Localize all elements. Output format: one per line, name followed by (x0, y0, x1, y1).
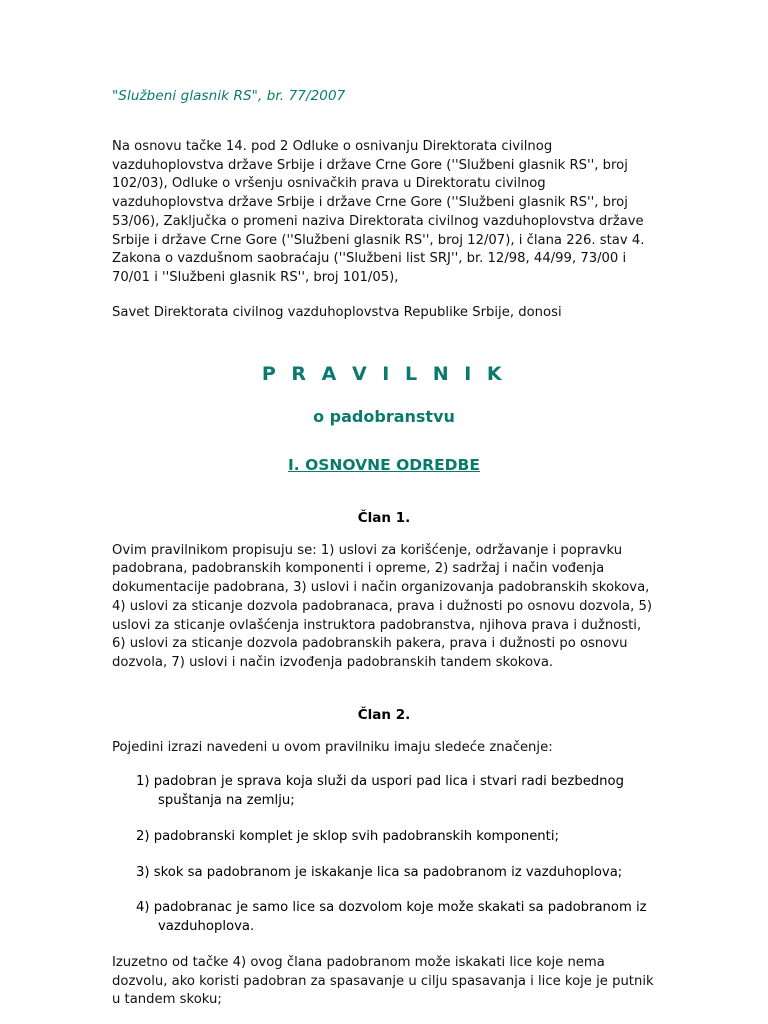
article-heading-1: Član 1. (357, 509, 411, 526)
list-item: 1) padobran je sprava koja služi da uspori pad lica i stvari radi bezbednog spuštanja na zemlju; (136, 774, 624, 809)
article-2-intro: Pojedini izrazi navedeni u ovom pravilniku imaju sledeće značenje: (112, 739, 553, 755)
article-heading-2: Član 2. (357, 706, 411, 723)
definitions-list (112, 773, 656, 936)
list-item: 4) padobranac je samo lice sa dozvolom koje može skakati sa padobranom iz vazduhoplova. (136, 900, 647, 935)
list-item: 2) padobranski komplet je sklop svih padobranskih komponenti; (136, 828, 559, 844)
article-2-closing: Izuzetno od tačke 4) ovog člana padobranom može iskakati lice koje nema dozvolu, ako koristi padobran za spasavanje u cilju spasavanja i lice koje je putnik u tandem skoku; (112, 954, 654, 1008)
document-title: P R A V I L N I K (261, 362, 507, 385)
source-reference: "Službeni glasnik RS", br. 77/2007 (112, 88, 346, 104)
preamble-paragraph: Na osnovu tačke 14. pod 2 Odluke o osnivanju Direktorata civilnog vazduhoplovstva države Srbije i države Crne Gore (''Službeni glasnik RS'', broj 102/03), Odluke o vršenju osnivačkih prava u Direktoratu civilnog vazduhoplovstva države Srbije i države Crne Gore (''Službeni glasnik RS'', broj 53/06), Zaključka o promeni naziva Direktorata civilnog vazduhoplovstva države Srbije i države Crne Gore (''Službeni glasnik RS'', broj 12/07), i člana 226. stav 4. Zakona o vazdušnom saobraćaju (''Službeni list SRJ'', br. 12/98, 44/99, 73/00 i 70/01 i ''Službeni glasnik RS'', broj 101/05), (112, 139, 645, 286)
adopting-body-paragraph: Savet Direktorata civilnog vazduhoplovstva Republike Srbije, donosi (112, 304, 562, 320)
article-1-text: Ovim pravilnikom propisuju se: 1) uslovi za korišćenje, održavanje i popravku padobrana, padobranskih komponenti i opreme, 2) sadržaj i način vođenja dokumentacije padobrana, 3) uslovi i način organizovanja padobranskih skokova, 4) uslovi za sticanje dozvola padobranaca, prava i dužnosti po osnovu dozvola, 5) uslovi za sticanje ovlašćenja instruktora padobranstva, njihova prava i dužnosti, 6) uslovi za sticanje dozvola padobranskih pakera, prava i dužnosti po osnovu dozvola, 7) uslovi i način izvođenja padobranskih tandem skokova. (112, 542, 653, 671)
document-subtitle: o padobranstvu (313, 406, 455, 426)
section-heading-osnovne-odredbe: I. OSNOVNE ODREDBE (288, 455, 480, 474)
list-item: 3) skok sa padobranom je iskakanje lica sa padobranom iz vazduhoplova; (136, 864, 623, 880)
